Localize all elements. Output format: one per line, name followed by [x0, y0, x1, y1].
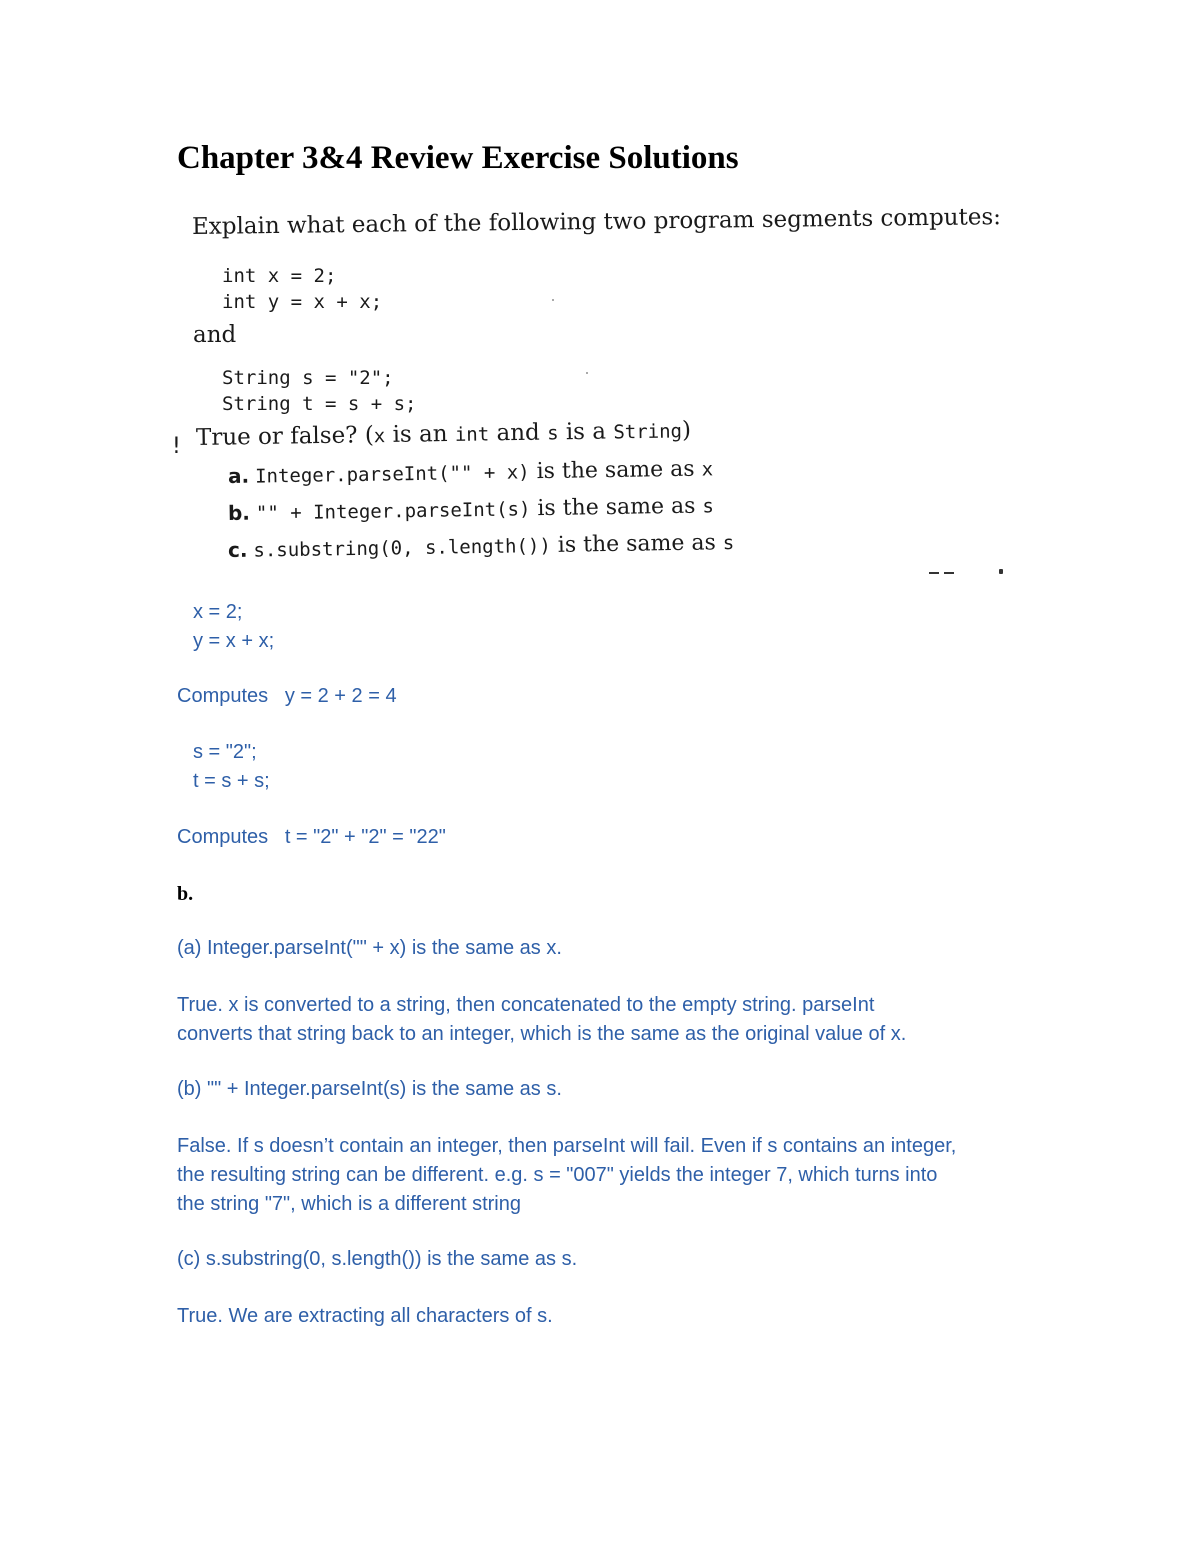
answer-line: True. x is converted to a string, then concatenated to the empty string. parseInt	[177, 994, 875, 1016]
item-text: is the same as	[529, 456, 702, 485]
scanned-exercise-image	[0, 0, 1200, 600]
prompt-text: and	[489, 419, 548, 447]
code-line: int y = x + x;	[222, 291, 383, 313]
scan-artifact	[929, 572, 939, 574]
item-letter: c.	[227, 537, 248, 562]
code-line: String s = "2";	[222, 367, 394, 389]
item-code: Integer.parseInt("" + x)	[254, 461, 530, 488]
true-false-prompt	[196, 417, 691, 451]
prompt-text: )	[681, 417, 692, 444]
answer-line: True. We are extracting all characters of s.	[177, 1305, 553, 1327]
prompt-code: x	[373, 425, 386, 448]
prompt-code: s	[546, 422, 559, 445]
answer-line: False. If s doesn’t contain an integer, then parseInt will fail. Even if s contains an integer,	[177, 1135, 957, 1157]
answer-a	[177, 991, 1037, 1049]
code-line: int x = 2;	[222, 265, 337, 287]
part-b-label: b.	[177, 883, 194, 905]
question-a: (a) Integer.parseInt("" + x) is the same as x.	[177, 937, 562, 959]
question-b: (b) "" + Integer.parseInt(s) is the same as s.	[177, 1078, 562, 1100]
item-code: "" + Integer.parseInt(s)	[255, 498, 531, 525]
prompt-code: int	[454, 423, 490, 446]
answer-code-line: t = s + s;	[193, 770, 270, 792]
question-c: (c) s.substring(0, s.length()) is the same as s.	[177, 1248, 578, 1270]
answer-line: converts that string back to an integer, which is the same as the original value of x.	[177, 1023, 907, 1045]
answer-code-line: x = 2;	[193, 601, 243, 623]
scan-artifact	[586, 372, 588, 374]
answer-b	[177, 1132, 1037, 1219]
item-var: s	[702, 495, 715, 518]
prompt-text: is a	[558, 418, 614, 446]
prompt-code: String	[613, 420, 683, 444]
item-text: is the same as	[530, 493, 703, 522]
item-code: s.substring(0, s.length())	[253, 534, 552, 562]
item-var: s	[722, 532, 735, 555]
exercise-number-marker: !	[172, 434, 181, 459]
true-false-item-a	[228, 456, 713, 489]
true-false-item-c	[228, 530, 735, 563]
scan-artifact	[999, 569, 1003, 574]
true-false-item-b	[228, 493, 714, 526]
code-segment-2	[222, 365, 416, 417]
scan-artifact	[552, 299, 554, 301]
document-title: Chapter 3&4 Review Exercise Solutions	[177, 140, 739, 176]
item-var: x	[701, 458, 714, 481]
item-text: is the same as	[550, 530, 724, 558]
answer-line: the string "7", which is a different string	[177, 1193, 521, 1215]
answer-result: Computes y = 2 + 2 = 4	[177, 685, 397, 707]
item-letter: b.	[227, 500, 251, 525]
item-letter: a.	[227, 463, 250, 488]
exercise-prompt: Explain what each of the following two program segments computes:	[191, 204, 1002, 240]
and-label: and	[193, 322, 237, 348]
answer-code-line: s = "2";	[193, 741, 257, 763]
prompt-text: True or false? (	[195, 422, 375, 451]
answer-result: Computes t = "2" + "2" = "22"	[177, 826, 446, 848]
prompt-text: is an	[385, 420, 456, 449]
code-line: String t = s + s;	[222, 393, 417, 415]
code-segment-1	[222, 263, 382, 315]
answer-line: the resulting string can be different. e.g. s = "007" yields the integer 7, which turns into	[177, 1164, 938, 1186]
answer-c	[177, 1302, 1037, 1331]
answer-code-line: y = x + x;	[193, 630, 275, 652]
scan-artifact	[944, 572, 954, 574]
